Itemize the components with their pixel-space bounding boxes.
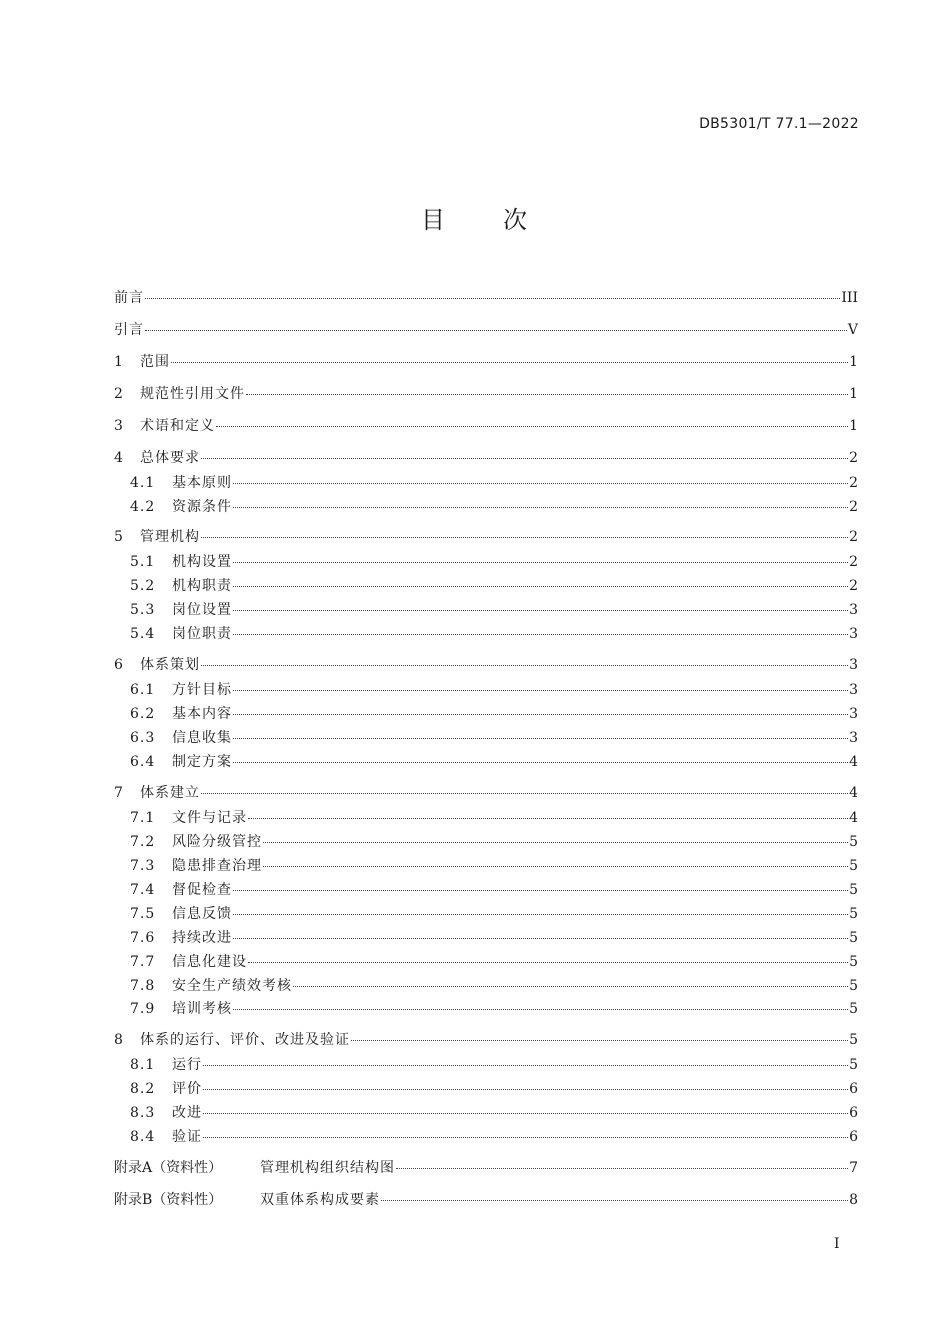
toc-entry-number: 5.1 (130, 554, 156, 570)
toc-entry-label: 术语和定义 (140, 418, 215, 434)
toc-leader-dots (233, 507, 848, 508)
toc-entry-number: 8 (114, 1032, 124, 1048)
toc-leader-dots (381, 1200, 848, 1201)
toc-entry-page: 6 (849, 1129, 858, 1145)
toc-entry-page: 5 (849, 906, 858, 922)
toc-leader-dots (233, 690, 848, 691)
toc-entry[interactable] (114, 526, 858, 546)
toc-entry-label: 总体要求 (140, 450, 200, 466)
toc-entry[interactable] (114, 751, 858, 771)
toc-entry-page: 2 (849, 450, 858, 466)
toc-entry-page: 6 (849, 1105, 858, 1121)
toc-entry-page: 5 (849, 978, 858, 994)
toc-entry-number: 7.6 (130, 930, 156, 946)
toc-leader-dots (246, 394, 848, 395)
toc-entry-label: 持续改进 (172, 930, 232, 946)
toc-entry-number: 4 (114, 450, 124, 466)
toc-entry-number: 7 (114, 785, 124, 801)
toc-entry-label: 体系建立 (140, 785, 200, 801)
toc-entry-label: 方针目标 (172, 682, 232, 698)
toc-entry[interactable] (114, 599, 858, 619)
toc-leader-dots (233, 762, 848, 763)
toc-entry[interactable] (114, 927, 858, 947)
toc-entry-number: 7.3 (130, 858, 156, 874)
toc-leader-dots (201, 793, 848, 794)
toc-entry-label: 规范性引用文件 (140, 386, 245, 402)
toc-entry-number: 4.1 (130, 475, 156, 491)
toc-entry-page: 5 (849, 1032, 858, 1048)
toc-leader-dots (171, 362, 848, 363)
toc-entry-page: 5 (849, 858, 858, 874)
toc-entry[interactable] (114, 975, 858, 995)
toc-entry[interactable] (114, 1189, 858, 1209)
toc-entry[interactable] (114, 351, 858, 371)
toc-entry[interactable] (114, 903, 858, 923)
toc-entry-number: 7.4 (130, 882, 156, 898)
toc-entry-label: 信息反馈 (172, 906, 232, 922)
toc-leader-dots (248, 818, 848, 819)
title-char-2: 次 (503, 206, 529, 234)
toc-entry[interactable] (114, 623, 858, 643)
toc-entry-label: 引言 (114, 322, 144, 338)
toc-entry-page: 3 (849, 657, 858, 673)
toc-entry-label: 双重体系构成要素 (260, 1192, 380, 1208)
toc-entry-page: 5 (849, 954, 858, 970)
toc-entry-number: 8.2 (130, 1081, 156, 1097)
toc-entry[interactable] (114, 496, 858, 516)
toc-entry-label: 基本原则 (172, 475, 232, 491)
toc-entry-page: 5 (849, 930, 858, 946)
toc-entry-number: 附录B（资料性） (114, 1192, 223, 1208)
toc-entry[interactable] (114, 1157, 858, 1177)
toc-leader-dots (233, 890, 848, 891)
toc-entry[interactable] (114, 679, 858, 699)
toc-entry-number: 6.2 (130, 706, 156, 722)
toc-entry-label: 改进 (172, 1105, 202, 1121)
toc-entry[interactable] (114, 831, 858, 851)
toc-entry-label: 培训考核 (172, 1001, 232, 1017)
toc-entry-label: 资源条件 (172, 499, 232, 515)
toc-entry-number: 7.7 (130, 954, 156, 970)
toc-entry[interactable] (114, 1126, 858, 1146)
toc-entry[interactable] (114, 575, 858, 595)
toc-entry[interactable] (114, 782, 858, 802)
title-char-1: 目 (421, 206, 447, 234)
toc-entry-page: 6 (849, 1081, 858, 1097)
toc-entry[interactable] (114, 1029, 858, 1049)
toc-leader-dots (233, 1009, 848, 1010)
toc-entry-label: 制定方案 (172, 754, 232, 770)
toc-entry-number: 7.2 (130, 834, 156, 850)
toc-entry[interactable] (114, 1054, 858, 1074)
toc-leader-dots (233, 483, 848, 484)
toc-leader-dots (263, 842, 848, 843)
toc-leader-dots (201, 458, 848, 459)
toc-entry[interactable] (114, 855, 858, 875)
toc-leader-dots (145, 298, 840, 299)
toc-entry-label: 管理机构 (140, 529, 200, 545)
toc-entry-number: 2 (114, 386, 124, 402)
toc-leader-dots (233, 914, 848, 915)
toc-entry-number: 8.3 (130, 1105, 156, 1121)
toc-leader-dots (233, 562, 848, 563)
toc-entry-label: 岗位职责 (172, 626, 232, 642)
toc-entry[interactable] (114, 807, 858, 827)
toc-entry-page: 2 (849, 529, 858, 545)
toc-entry-label: 运行 (172, 1057, 202, 1073)
toc-entry-page: 4 (849, 810, 858, 826)
toc-entry-label: 体系策划 (140, 657, 200, 673)
toc-entry-number: 附录A（资料性） (114, 1160, 223, 1176)
toc-leader-dots (233, 586, 848, 587)
toc-leader-dots (233, 938, 848, 939)
toc-entry-label: 前言 (114, 290, 144, 306)
toc-entry-label: 机构职责 (172, 578, 232, 594)
toc-entry-page: 3 (849, 730, 858, 746)
toc-entry-number: 5.3 (130, 602, 156, 618)
toc-leader-dots (145, 330, 847, 331)
toc-leader-dots (396, 1168, 848, 1169)
toc-entry-page: 3 (849, 626, 858, 642)
toc-entry[interactable] (114, 703, 858, 723)
toc-entry[interactable] (114, 415, 858, 435)
toc-leader-dots (201, 665, 848, 666)
toc-leader-dots (351, 1040, 848, 1041)
toc-entry-page: 8 (849, 1192, 858, 1208)
toc-entry-number: 8.4 (130, 1129, 156, 1145)
toc-entry[interactable] (114, 654, 858, 674)
toc-entry-number: 7.8 (130, 978, 156, 994)
toc-entry-number: 7.1 (130, 810, 156, 826)
toc-entry[interactable] (114, 998, 858, 1018)
toc-entry-number: 3 (114, 418, 124, 434)
toc-entry-number: 5.2 (130, 578, 156, 594)
toc-entry-number: 7.9 (130, 1001, 156, 1017)
toc-entry-page: 3 (849, 682, 858, 698)
toc-leader-dots (201, 537, 848, 538)
toc-entry-page: 2 (849, 475, 858, 491)
toc-entry-label: 体系的运行、评价、改进及验证 (140, 1032, 350, 1048)
toc-entry-number: 1 (114, 354, 124, 370)
toc-entry[interactable] (114, 551, 858, 571)
toc-entry-label: 范围 (140, 354, 170, 370)
toc-entry-page: 7 (849, 1160, 858, 1176)
toc-leader-dots (203, 1137, 848, 1138)
toc-entry-label: 岗位设置 (172, 602, 232, 618)
toc-entry-label: 文件与记录 (172, 810, 247, 826)
toc-leader-dots (248, 962, 848, 963)
toc-entry-page: 2 (849, 578, 858, 594)
toc-entry[interactable] (114, 319, 858, 339)
toc-leader-dots (203, 1065, 848, 1066)
toc-entry-number: 5.4 (130, 626, 156, 642)
toc-entry[interactable] (114, 472, 858, 492)
toc-entry[interactable] (114, 951, 858, 971)
toc-leader-dots (203, 1089, 848, 1090)
toc-leader-dots (233, 738, 848, 739)
toc-entry-page: 1 (849, 386, 858, 402)
page-title (0, 200, 950, 235)
toc-entry-number: 6.4 (130, 754, 156, 770)
toc-entry-page: 5 (849, 1001, 858, 1017)
toc-entry-label: 隐患排查治理 (172, 858, 262, 874)
toc-entry-number: 7.5 (130, 906, 156, 922)
toc-entry-number: 6.3 (130, 730, 156, 746)
toc-entry-page: 4 (849, 754, 858, 770)
toc-leader-dots (216, 426, 848, 427)
toc-entry-label: 风险分级管控 (172, 834, 262, 850)
toc-entry-number: 5 (114, 529, 124, 545)
toc-entry[interactable] (114, 447, 858, 467)
footer-page-number: I (834, 1236, 840, 1252)
toc-entry-page: 5 (849, 882, 858, 898)
toc-entry-label: 安全生产绩效考核 (172, 978, 292, 994)
toc-leader-dots (233, 634, 848, 635)
toc-leader-dots (263, 866, 848, 867)
toc-entry-label: 评价 (172, 1081, 202, 1097)
toc-entry[interactable] (114, 1078, 858, 1098)
toc-entry-page: 3 (849, 602, 858, 618)
toc-entry-page: 2 (849, 499, 858, 515)
toc-entry-page: 1 (849, 354, 858, 370)
toc-entry-label: 验证 (172, 1129, 202, 1145)
toc-entry-page: 5 (849, 834, 858, 850)
toc-entry-label: 管理机构组织结构图 (260, 1160, 395, 1176)
toc-entry-label: 基本内容 (172, 706, 232, 722)
toc-entry-label: 信息收集 (172, 730, 232, 746)
toc-leader-dots (233, 610, 848, 611)
toc-entry-page: 4 (849, 785, 858, 801)
toc-entry-label: 机构设置 (172, 554, 232, 570)
toc-leader-dots (203, 1113, 848, 1114)
toc-entry-number: 8.1 (130, 1057, 156, 1073)
toc-entry-page: 5 (849, 1057, 858, 1073)
toc-entry[interactable] (114, 1102, 858, 1122)
toc-entry-number: 6.1 (130, 682, 156, 698)
toc-entry[interactable] (114, 727, 858, 747)
toc-entry-page: III (841, 290, 858, 306)
toc-entry[interactable] (114, 879, 858, 899)
document-code: DB5301/T 77.1—2022 (699, 116, 859, 132)
toc-entry-number: 6 (114, 657, 124, 673)
toc-leader-dots (233, 714, 848, 715)
toc-entry-page: 2 (849, 554, 858, 570)
toc-leader-dots (293, 986, 848, 987)
toc-entry[interactable] (114, 383, 858, 403)
toc-entry-label: 信息化建设 (172, 954, 247, 970)
toc-entry-number: 4.2 (130, 499, 156, 515)
toc-entry[interactable] (114, 287, 858, 307)
toc-entry-page: V (847, 322, 858, 338)
toc-entry-label: 督促检查 (172, 882, 232, 898)
toc-entry-page: 3 (849, 706, 858, 722)
toc-entry-page: 1 (849, 418, 858, 434)
